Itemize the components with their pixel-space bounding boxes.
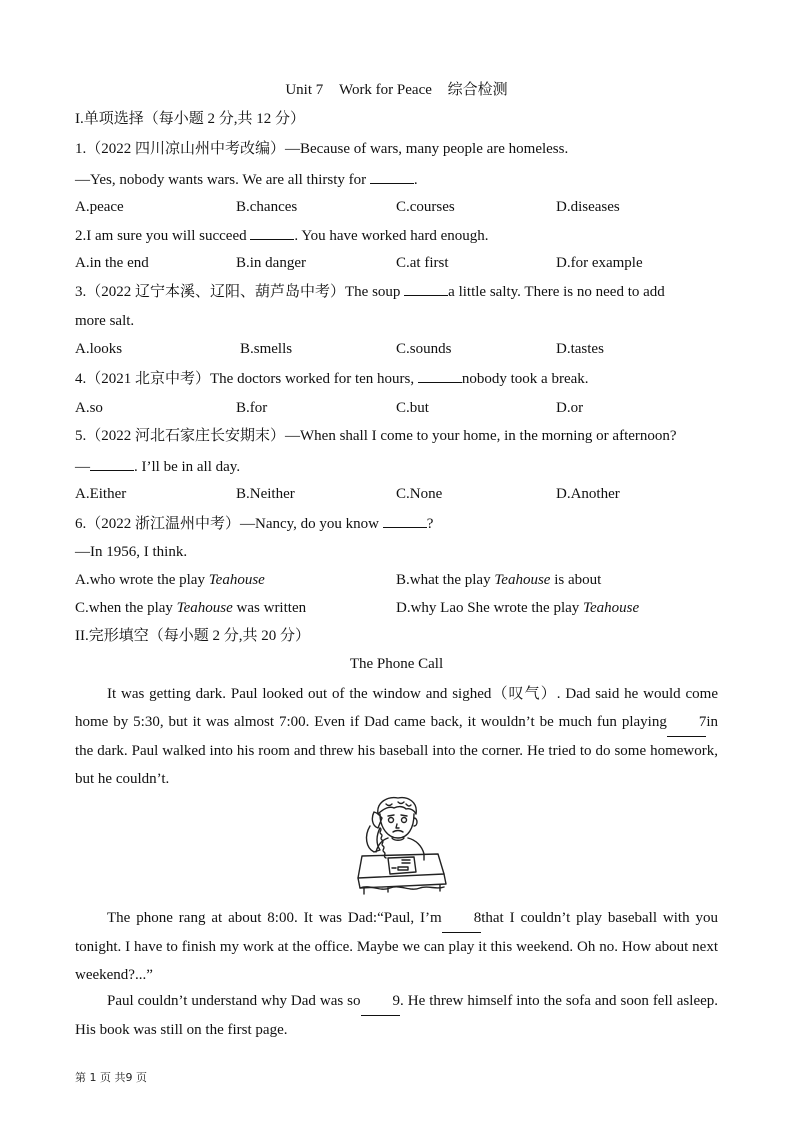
question-5-stem: 5.（2022 河北石家庄长安期末）—When shall I come to your home, in the morning or afternoon? [75, 428, 677, 444]
option-a: A.in the end [75, 255, 149, 271]
question-6-stem-line2: —In 1956, I think. [75, 544, 188, 560]
option-a: A.Either [75, 486, 127, 502]
page-title [0, 78, 793, 99]
option-c: C.but [396, 400, 429, 416]
unit-name: Work for Peace [338, 82, 432, 98]
unit-number: Unit 7 [285, 82, 324, 98]
answer-blank [383, 514, 427, 528]
option-a: A.looks [75, 341, 123, 357]
option-c: C.when the play Teahouse was written [75, 600, 307, 616]
answer-blank [418, 369, 462, 383]
question-3-stem-line2: more salt. [75, 313, 135, 329]
option-b: B.chances [236, 199, 298, 215]
blank-8: 8 [442, 904, 482, 933]
answer-blank [90, 457, 134, 471]
passage-title: The Phone Call [349, 656, 444, 672]
option-d: D.tastes [556, 341, 604, 357]
option-c: C.None [396, 486, 443, 502]
blank-9: 9 [361, 987, 401, 1016]
page-indicator: 第 1 页 共9 页 [75, 1071, 147, 1084]
option-b: B.Neither [236, 486, 295, 502]
blank-7: 7 [667, 708, 707, 737]
option-d: D.diseases [556, 199, 620, 215]
passage-paragraph-3: Paul couldn’t understand why Dad was so 9. He threw himself into the sofa and soon fell asleep. His book was still on the first page. [75, 987, 718, 1044]
question-3-stem: 3.（2022 辽宁本溪、辽阳、葫芦岛中考）The soup a little salty. There is no need to add [75, 284, 665, 300]
option-a: A.who wrote the play Teahouse [75, 572, 265, 588]
question-5-stem-line2: — . I’ll be in all day. [75, 459, 241, 475]
option-d: D.why Lao She wrote the play Teahouse [396, 600, 640, 616]
answer-blank [250, 226, 294, 240]
section-2-heading: II.完形填空（每小题 2 分,共 20 分） [75, 628, 310, 644]
question-1-stem-line2: —Yes, nobody wants wars. We are all thirsty for . [75, 172, 418, 188]
option-d: D.for example [556, 255, 643, 271]
option-a: A.peace [75, 199, 124, 215]
option-a: A.so [75, 400, 103, 416]
answer-blank [370, 170, 414, 184]
passage-paragraph-1: It was getting dark. Paul looked out of the window and sighed（叹气）. Dad said he would come home by 5:30, but it was almost 7:00. Even if Dad came back, it wouldn’t be much fun playing 7in the dark. Paul walked into his room and threw his baseball into the corner. He tried to do some homework, but he couldn’t. [75, 686, 718, 787]
option-d: D.or [556, 400, 584, 416]
question-1-stem: 1.（2022 四川凉山州中考改编）—Because of wars, many people are homeless. [75, 141, 569, 157]
question-2-stem: 2.I am sure you will succeed . You have worked hard enough. [75, 228, 489, 244]
option-b: B.for [236, 400, 268, 416]
option-c: C.sounds [396, 341, 452, 357]
option-d: D.Another [556, 486, 620, 502]
section-1-heading: I.单项选择（每小题 2 分,共 12 分） [75, 111, 305, 127]
question-4-stem: 4.（2021 北京中考）The doctors worked for ten hours, nobody took a break. [75, 371, 589, 387]
answer-blank [404, 282, 448, 296]
passage-paragraph-2: The phone rang at about 8:00. It was Dad:“Paul, I’m 8that I couldn’t play baseball with you tonight. I have to finish my work at the office. Maybe we can play it this weekend. Oh no. How about next weekend?...” [75, 904, 718, 989]
option-b: B.what the play Teahouse is about [396, 572, 602, 588]
option-c: C.courses [396, 199, 455, 215]
test-label: 综合检测 [447, 82, 508, 98]
question-6-stem: 6.（2022 浙江温州中考）—Nancy, do you know ? [75, 516, 434, 532]
option-b: B.in danger [236, 255, 306, 271]
option-c: C.at first [396, 255, 449, 271]
boy-on-phone-illustration [348, 792, 452, 896]
option-b: B.smells [240, 341, 293, 357]
